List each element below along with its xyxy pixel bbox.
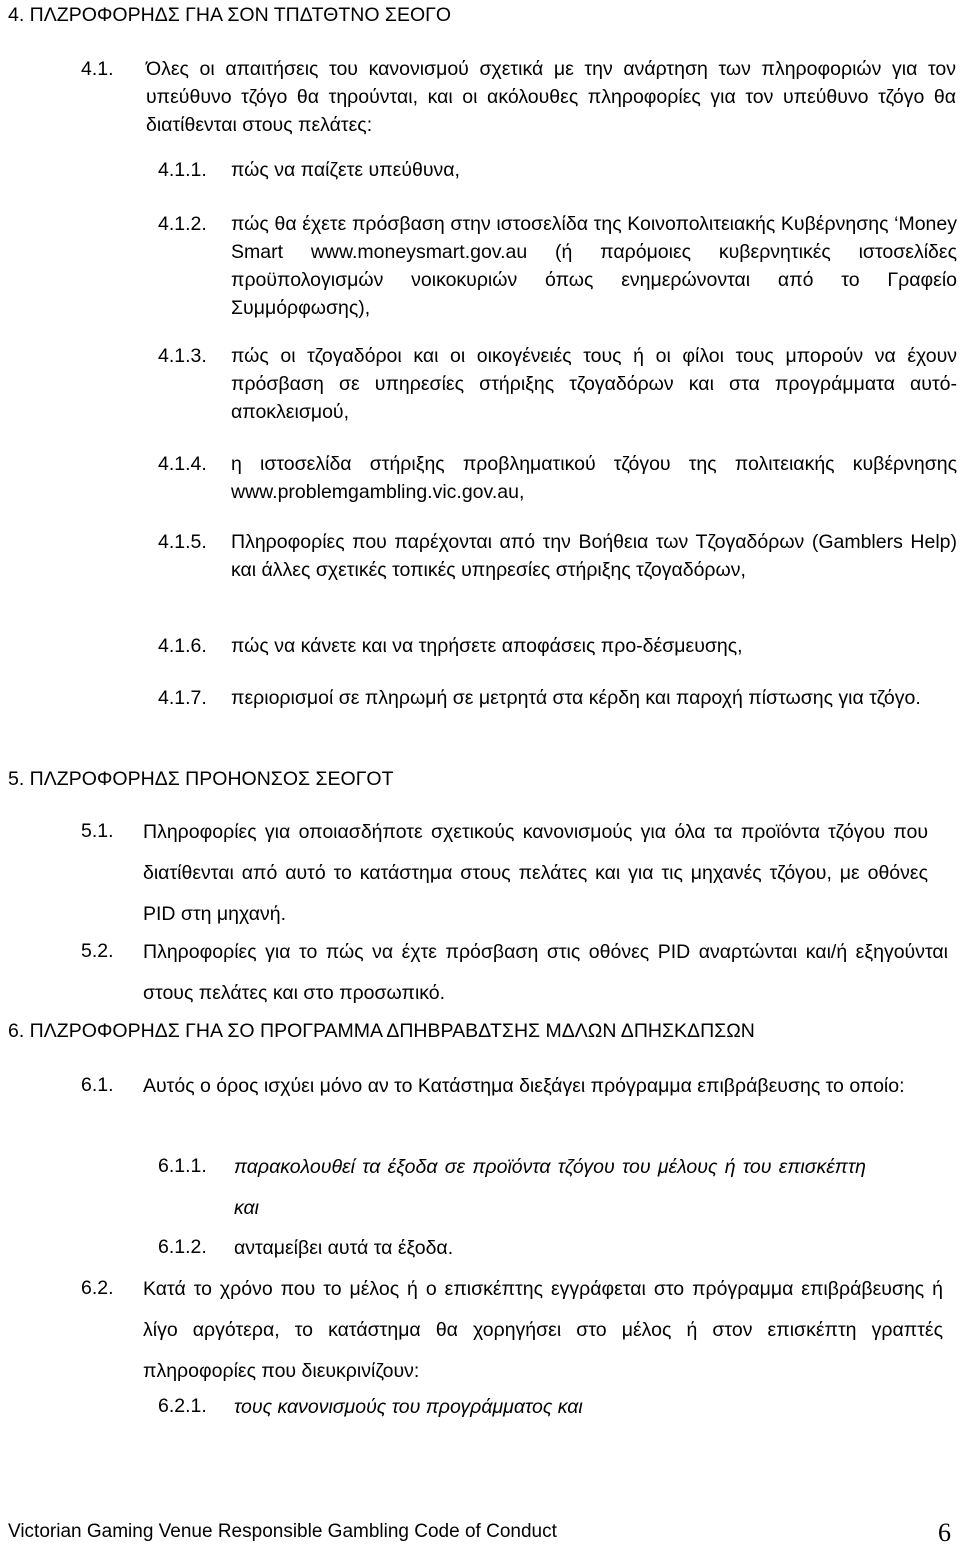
clause-6-1-2-text: ανταμείβει αυτά τα έξοδα.: [234, 1237, 454, 1259]
clause-4-1-4-text: η ιστοσελίδα στήριξης προβληματικού τζόγου της πολιτειακής κυβέρνησης www.problemgambling.vic.gov.au,: [231, 453, 957, 503]
clause-4-1-3-number: 4.1.3.: [158, 345, 207, 367]
clause-5-2-text: Πληροφορίες για το πώς να έχτε πρόσβαση στις οθόνες PID αναρτώνται και/ή εξηγούνται στους πελάτες και στο προσωπικό.: [143, 941, 948, 1004]
clause-4-1-7-text: περιορισμοί σε πληρωμή σε μετρητά στα κέρδη και παροχή πίστωσης για τζόγο.: [231, 687, 921, 709]
clause-4-1-4-number: 4.1.4.: [158, 453, 207, 475]
clause-4-1-2-number: 4.1.2.: [158, 213, 207, 235]
footer-document-title: Victorian Gaming Venue Responsible Gambling Code of Conduct: [8, 1521, 557, 1542]
clause-6-2-number: 6.2.: [81, 1277, 114, 1299]
section-4-heading: 4. ΠΛΖΡΟΦΟΡΗΔΣ ΓΗΑ ΣΟΝ ΤΠΔΤΘΤΝΟ ΣΕΟΓΟ: [8, 4, 452, 26]
clause-4-1-6-text: πώς να κάνετε και να τηρήσετε αποφάσεις προ-δέσμευσης,: [231, 635, 743, 657]
clause-4-1-3-text: πώς οι τζογαδόροι και οι οικογένειές τους ή οι φίλοι τους μπορούν να έχουν πρόσβαση σε υπηρεσίες στήριξης τζογαδόρων και στα προγράμματα αυτό-αποκλεισμού,: [231, 345, 957, 423]
clause-4-1-text: Όλες οι απαιτήσεις του κανονισμού σχετικά με την ανάρτηση των πληροφοριών για τον υπεύθυνο τζόγο θα τηρούνται, και οι ακόλουθες πληροφορίες για τον υπεύθυνο τζόγο θα διατίθενται στους πελάτες:: [146, 58, 956, 136]
clause-6-1-1-text: παρακολουθεί τα έξοδα σε προϊόντα τζόγου του μέλους ή του επισκέπτη και: [234, 1156, 866, 1219]
clause-5-1-number: 5.1.: [81, 820, 114, 842]
section-5-heading: 5. ΠΛΖΡΟΦΟΡΗΔΣ ΠΡΟΗΟΝΣΟΣ ΣΕΟΓΟΤ: [8, 768, 394, 790]
clause-5-2-number: 5.2.: [81, 940, 114, 962]
section-6-heading: 6. ΠΛΖΡΟΦΟΡΗΔΣ ΓΗΑ ΣΟ ΠΡΟΓΡΑΜΜΑ ΔΠΗΒΡΑΒΔΤΣΗΣ ΜΔΛΩΝ ΔΠΗΣΚΔΠΣΩΝ: [8, 1020, 755, 1042]
clause-6-1-2-number: 6.1.2.: [158, 1236, 207, 1258]
clause-6-2-1-number: 6.2.1.: [158, 1395, 207, 1417]
clause-6-1-text: Αυτός ο όρος ισχύει μόνο αν το Κατάστημα διεξάγει πρόγραμμα επιβράβευσης το οποίο:: [143, 1075, 905, 1097]
clause-4-1-2-text: πώς θα έχετε πρόσβαση στην ιστοσελίδα της Κοινοπολιτειακής Κυβέρνησης ‘Money Smart www.moneysmart.gov.au (ή παρόμοιες κυβερνητικές ιστοσελίδες προϋπολογισμών νοικοκυριών όπως ενημερώνονται από το Γραφείο Συμμόρφωσης),: [231, 213, 957, 319]
clause-6-2-text: Κατά το χρόνο που το μέλος ή ο επισκέπτης εγγράφεται στο πρόγραμμα επιβράβευσης ή λίγο αργότερα, το κατάστημα θα χορηγήσει στο μέλος ή στον επισκέπτη γραπτές πληροφορίες που διευκρινίζουν:: [143, 1278, 943, 1382]
clause-4-1-6-number: 4.1.6.: [158, 635, 207, 657]
clause-4-1-1-number: 4.1.1.: [158, 159, 207, 181]
footer-page-number: 6: [938, 1518, 951, 1547]
clause-4-1-7-number: 4.1.7.: [158, 687, 207, 709]
clause-6-1-1-number: 6.1.1.: [158, 1155, 207, 1177]
clause-4-1-5-number: 4.1.5.: [158, 531, 207, 553]
clause-5-1-text: Πληροφορίες για οποιασδήποτε σχετικούς κανονισμούς για όλα τα προϊόντα τζόγου που διατίθενται από αυτό το κατάστημα στους πελάτες και για τις μηχανές τζόγου, με οθόνες PID στη μηχανή.: [143, 821, 928, 925]
clause-4-1-1-text: πώς να παίζετε υπεύθυνα,: [231, 159, 460, 181]
clause-4-1-5-text: Πληροφορίες που παρέχονται από την Βοήθεια των Τζογαδόρων (Gamblers Help) και άλλες σχετικές τοπικές υπηρεσίες στήριξης τζογαδόρων,: [231, 531, 957, 581]
clause-6-1-number: 6.1.: [81, 1074, 114, 1096]
clause-6-2-1-text: τους κανονισμούς του προγράμματος και: [234, 1396, 583, 1418]
clause-4-1-number: 4.1.: [81, 58, 114, 80]
